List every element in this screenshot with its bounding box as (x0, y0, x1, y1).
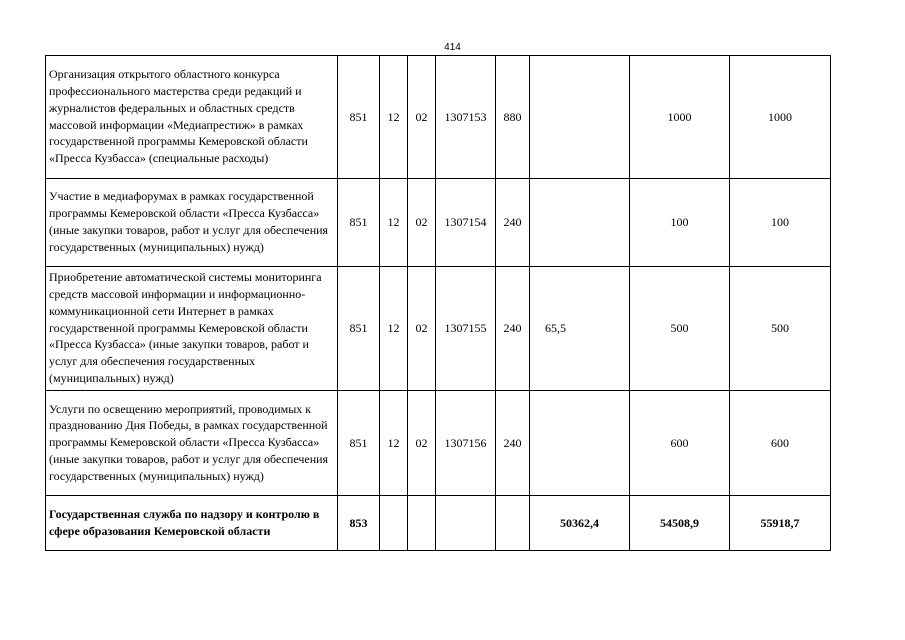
amount-1 (530, 391, 630, 496)
target-article-code: 1307156 (436, 391, 496, 496)
subsection-code: 02 (408, 391, 436, 496)
ministry-code: 851 (338, 56, 380, 179)
table-row (46, 391, 831, 496)
amount-3: 100 (730, 179, 831, 267)
amount-2: 500 (630, 267, 730, 391)
target-article-code: 1307154 (436, 179, 496, 267)
expense-type-code: 880 (496, 56, 530, 179)
amount-2: 600 (630, 391, 730, 496)
total-subsection-code (408, 496, 436, 551)
table-row (46, 179, 831, 267)
subsection-code: 02 (408, 267, 436, 391)
total-section-code (380, 496, 408, 551)
total-amount-2: 54508,9 (630, 496, 730, 551)
total-expense-type-code (496, 496, 530, 551)
section-code: 12 (380, 179, 408, 267)
target-article-code: 1307155 (436, 267, 496, 391)
amount-3: 1000 (730, 56, 831, 179)
row-description: Приобретение автоматической системы мониторинга средств массовой информации и информационно-коммуникационной сети Интернет в рамках государственной программы Кемеровской области «Пресса Кузбасса» (иные закупки товаров, работ и услуг для обеспечения государственных (муниципальных) нужд) (46, 267, 338, 391)
section-code: 12 (380, 56, 408, 179)
amount-1: 65,5 (530, 267, 630, 391)
amount-3: 600 (730, 391, 831, 496)
page-number: 414 (444, 42, 461, 53)
ministry-code: 851 (338, 391, 380, 496)
amount-2: 100 (630, 179, 730, 267)
total-amount-1: 50362,4 (530, 496, 630, 551)
target-article-code: 1307153 (436, 56, 496, 179)
amount-1 (530, 179, 630, 267)
table-row (46, 267, 831, 391)
total-ministry-code: 853 (338, 496, 380, 551)
total-row (46, 496, 831, 551)
expense-type-code: 240 (496, 391, 530, 496)
subsection-code: 02 (408, 179, 436, 267)
row-description: Услуги по освещению мероприятий, проводимых к празднованию Дня Победы, в рамках государственной программы Кемеровской области «Пресса Кузбасса» (иные закупки товаров, работ и услуг для обеспечения государственных (муниципальных) нужд) (46, 391, 338, 496)
total-description: Государственная служба по надзору и контролю в сфере образования Кемеровской области (46, 496, 338, 551)
amount-3: 500 (730, 267, 831, 391)
row-description: Участие в медиафорумах в рамках государственной программы Кемеровской области «Пресса Кузбасса» (иные закупки товаров, работ и услуг для обеспечения государственных (муниципальных) нужд) (46, 179, 338, 267)
total-amount-3: 55918,7 (730, 496, 831, 551)
total-target-article-code (436, 496, 496, 551)
row-description: Организация открытого областного конкурса профессионального мастерства среди редакций и журналистов федеральных и областных средств массовой информации «Медиапрестиж» в рамках государственной программы Кемеровской области «Пресса Кузбасса» (специальные расходы) (46, 56, 338, 179)
budget-table (45, 55, 831, 551)
amount-1 (530, 56, 630, 179)
table-row (46, 56, 831, 179)
amount-2: 1000 (630, 56, 730, 179)
expense-type-code: 240 (496, 267, 530, 391)
ministry-code: 851 (338, 267, 380, 391)
section-code: 12 (380, 267, 408, 391)
section-code: 12 (380, 391, 408, 496)
subsection-code: 02 (408, 56, 436, 179)
expense-type-code: 240 (496, 179, 530, 267)
ministry-code: 851 (338, 179, 380, 267)
